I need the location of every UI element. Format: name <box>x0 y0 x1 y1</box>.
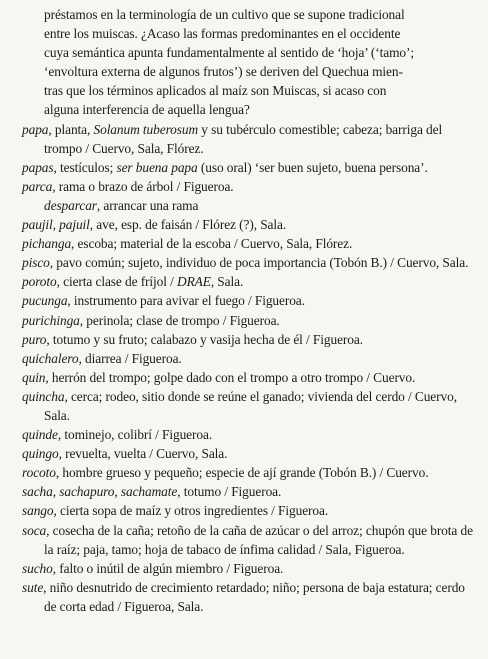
entry-definition: , cierta sopa de maíz y otros ingredientes / Figueroa. <box>53 503 329 519</box>
entry-definition: , ave, esp. de faisán / Flórez (?), Sala. <box>89 217 287 233</box>
entry-definition: , instrumento para avivar el fuego / Figueroa. <box>67 293 305 309</box>
entry-definition: , rama o brazo de árbol / Figueroa. <box>52 178 234 194</box>
glossary-entry <box>22 253 474 272</box>
glossary-entry <box>22 368 474 387</box>
entry-headword: sucho <box>22 560 53 576</box>
entry-definition: , niño desnutrido de crecimiento retardado; niño; persona de baja estatura; cerdo de corta edad / Figueroa, Sala. <box>43 579 465 614</box>
glossary-entry <box>22 349 474 368</box>
entry-headword: soca <box>22 522 47 538</box>
entry-definition: , totumo y su fruto; calabazo y vasija hecha de él / Figueroa. <box>46 331 363 347</box>
entry-headword: quinde <box>22 427 58 443</box>
entry-headword: paujil, pajuil <box>22 217 90 233</box>
intro-line: ‘envoltura externa de algunos frutos’) se deriven del Quechua mien- <box>44 64 403 80</box>
entry-definition: , diarrea / Figueroa. <box>78 350 182 366</box>
entry-definition: y su tubérculo comestible; cabeza; barriga del trompo / Cuervo, Sala, Flórez. <box>44 121 443 156</box>
entry-definition: , perinola; clase de trompo / Figueroa. <box>79 312 280 328</box>
entry-definition: , herrón del trompo; golpe dado con el trompo a otro trompo / Cuervo. <box>45 369 416 385</box>
entry-italic-text: DRAE <box>177 274 211 290</box>
glossary-entry <box>22 578 474 616</box>
glossary-entry <box>22 234 474 253</box>
glossary-entry <box>22 521 474 559</box>
entry-definition: , cerca; rodeo, sitio donde se reúne el ganado; vivienda del cerdo / Cuervo, Sala. <box>44 388 457 423</box>
glossary-entry <box>22 311 474 330</box>
entry-definition: , totumo / Figueroa. <box>177 484 282 500</box>
entry-definition: (uso oral) ‘ser buen sujeto, buena persona’. <box>197 159 428 175</box>
entry-definition: , planta, <box>48 121 94 137</box>
intro-paragraph <box>22 5 474 120</box>
entry-headword: sute <box>22 579 44 595</box>
intro-line: tras que los términos aplicados al maíz son Muiscas, si acaso con <box>44 83 387 99</box>
entry-headword: papa <box>22 121 49 137</box>
entry-definition: , arrancar una rama <box>96 197 199 213</box>
entry-definition: , Sala. <box>210 274 244 290</box>
glossary-list <box>22 120 474 616</box>
entry-definition: , pavo común; sujeto, individuo de poca importancia (Tobón B.) / Cuervo, Sala. <box>49 255 469 271</box>
glossary-entry <box>22 330 474 349</box>
entry-definition: , tominejo, colibrí / Figueroa. <box>57 427 213 443</box>
entry-definition: , revuelta, vuelta / Cuervo, Sala. <box>58 446 228 462</box>
entry-headword: rocoto <box>22 465 56 481</box>
intro-line: cuya semántica apunta fundamentalmente al sentido de ‘hoja’ (‘tamo’; <box>44 45 414 61</box>
entry-definition: , testículos; <box>53 159 117 175</box>
entry-headword: poroto <box>22 274 57 290</box>
glossary-entry <box>22 215 474 234</box>
glossary-entry <box>22 120 474 158</box>
intro-line: préstamos en la terminología de un cultivo que se supone tradicional <box>44 7 405 22</box>
intro-line: entre los muiscas. ¿Acaso las formas predominantes en el occidente <box>44 26 401 42</box>
glossary-entry <box>22 482 474 501</box>
glossary-entry <box>22 444 474 463</box>
glossary-entry <box>22 272 474 291</box>
entry-definition: , cosecha de la caña; retoño de la caña de azúcar o del arroz; chupón que brota de la raíz; paja, tamo; hoja de tabaco de ínfima calidad / Sala, Figueroa. <box>44 522 473 557</box>
glossary-entry <box>22 463 474 482</box>
entry-headword: parca <box>22 178 53 194</box>
glossary-entry <box>22 177 474 196</box>
entry-headword: puro <box>22 331 47 347</box>
entry-definition: , falto o inútil de algún miembro / Figueroa. <box>52 560 284 576</box>
entry-headword: quin <box>22 369 46 385</box>
entry-headword: quingo <box>22 446 59 462</box>
entry-headword: pichanga <box>22 236 72 252</box>
glossary-entry <box>22 158 474 177</box>
entry-headword: quincha <box>22 388 65 404</box>
entry-headword: papas <box>22 159 54 175</box>
glossary-subentry <box>22 196 474 215</box>
entry-headword: pisco <box>22 255 50 271</box>
entry-definition: , escoba; material de la escoba / Cuervo, Sala, Flórez. <box>71 236 353 252</box>
entry-definition: , cierta clase de fríjol / <box>56 274 177 290</box>
intro-line: alguna interferencia de aquella lengua? <box>44 102 250 118</box>
entry-headword: sango <box>22 503 54 519</box>
glossary-entry <box>22 501 474 520</box>
entry-italic-text: ser buena papa <box>116 159 198 175</box>
glossary-entry <box>22 291 474 310</box>
entry-headword: pucunga <box>22 293 68 309</box>
glossary-entry <box>22 559 474 578</box>
entry-headword: sacha, sachapuro, sachamate <box>22 484 178 500</box>
document-page <box>22 5 474 616</box>
entry-italic-text: Solanum tuberosum <box>93 121 199 137</box>
entry-headword: quichalero <box>22 350 79 366</box>
entry-headword: desparcar <box>44 197 97 213</box>
glossary-entry <box>22 425 474 444</box>
glossary-entry <box>22 387 474 425</box>
entry-headword: purichinga <box>22 312 80 328</box>
entry-definition: , hombre grueso y pequeño; especie de ají grande (Tobón B.) / Cuervo. <box>55 465 429 481</box>
